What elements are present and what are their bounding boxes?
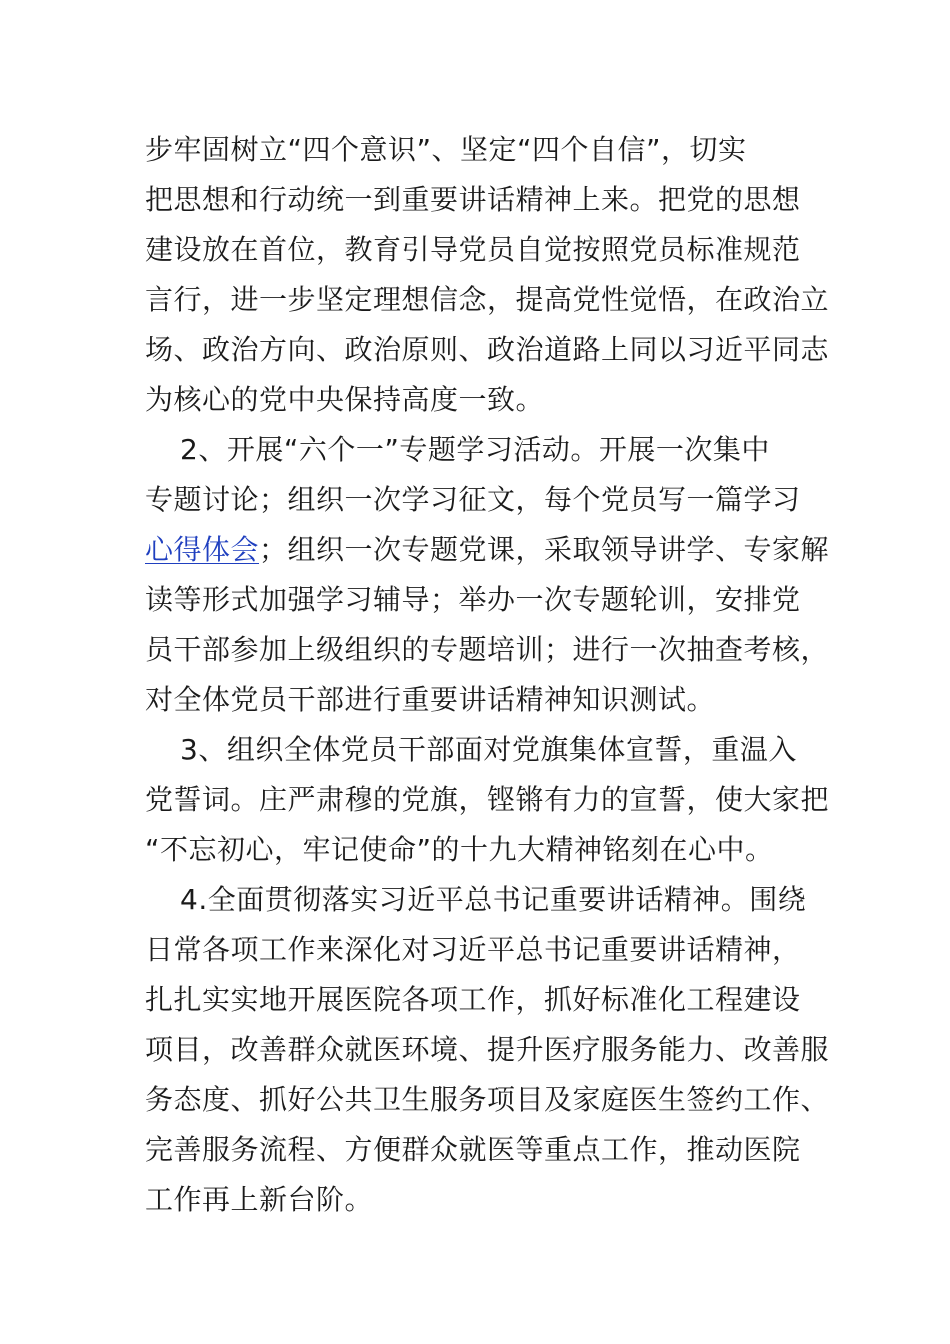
para4-line-6: 完善服务流程、方便群众就医等重点工作，推动医院 [145, 1133, 801, 1166]
para3-line-3: “不忘初心，牢记使命”的十九大精神铭刻在心中。 [145, 833, 774, 866]
para4-line-4: 项目，改善群众就医环境、提升医疗服务能力、改善服 [145, 1033, 830, 1066]
para4-line-5: 务态度、抓好公共卫生服务项目及家庭医生签约工作、 [145, 1083, 830, 1116]
para2-line-1: 2、开展“六个一”专题学习活动。开展一次集中 [180, 433, 770, 466]
para1-line-6: 为核心的党中央保持高度一致。 [145, 383, 545, 416]
para2-line-3-rest: ；组织一次专题党课，采取领导讲学、专家解 [259, 533, 830, 566]
para2-line-5: 员干部参加上级组织的专题培训；进行一次抽查考核， [145, 633, 830, 666]
xinde-tihui-link[interactable]: 心得体会 [145, 533, 260, 566]
para1-line-1: 步牢固树立“四个意识”、坚定“四个自信”，切实 [145, 133, 747, 166]
para1-line-4: 言行，进一步坚定理想信念，提高党性觉悟，在政治立 [145, 283, 830, 316]
para2-line-6: 对全体党员干部进行重要讲话精神知识测试。 [145, 683, 716, 716]
para3-line-2: 党誓词。庄严肃穆的党旗，铿锵有力的宣誓，使大家把 [145, 783, 830, 816]
para1-line-3: 建设放在首位，教育引导党员自觉按照党员标准规范 [145, 233, 801, 266]
para1-line-2: 把思想和行动统一到重要讲话精神上来。把党的思想 [145, 183, 801, 216]
para4-line-1: 4.全面贯彻落实习近平总书记重要讲话精神。围绕 [180, 883, 807, 916]
para3-line-1: 3、组织全体党员干部面对党旗集体宣誓，重温入 [180, 733, 797, 766]
para1-line-5: 场、政治方向、政治原则、政治道路上同以习近平同志 [145, 333, 830, 366]
para4-line-3: 扎扎实实地开展医院各项工作，抓好标准化工程建设 [145, 983, 801, 1016]
para2-line-3 [145, 530, 830, 570]
para2-line-4: 读等形式加强学习辅导；举办一次专题轮训，安排党 [145, 583, 801, 616]
para4-line-2: 日常各项工作来深化对习近平总书记重要讲话精神， [145, 933, 801, 966]
para4-line-7: 工作再上新台阶。 [145, 1183, 374, 1216]
para2-line-2: 专题讨论；组织一次学习征文，每个党员写一篇学习 [145, 483, 801, 516]
